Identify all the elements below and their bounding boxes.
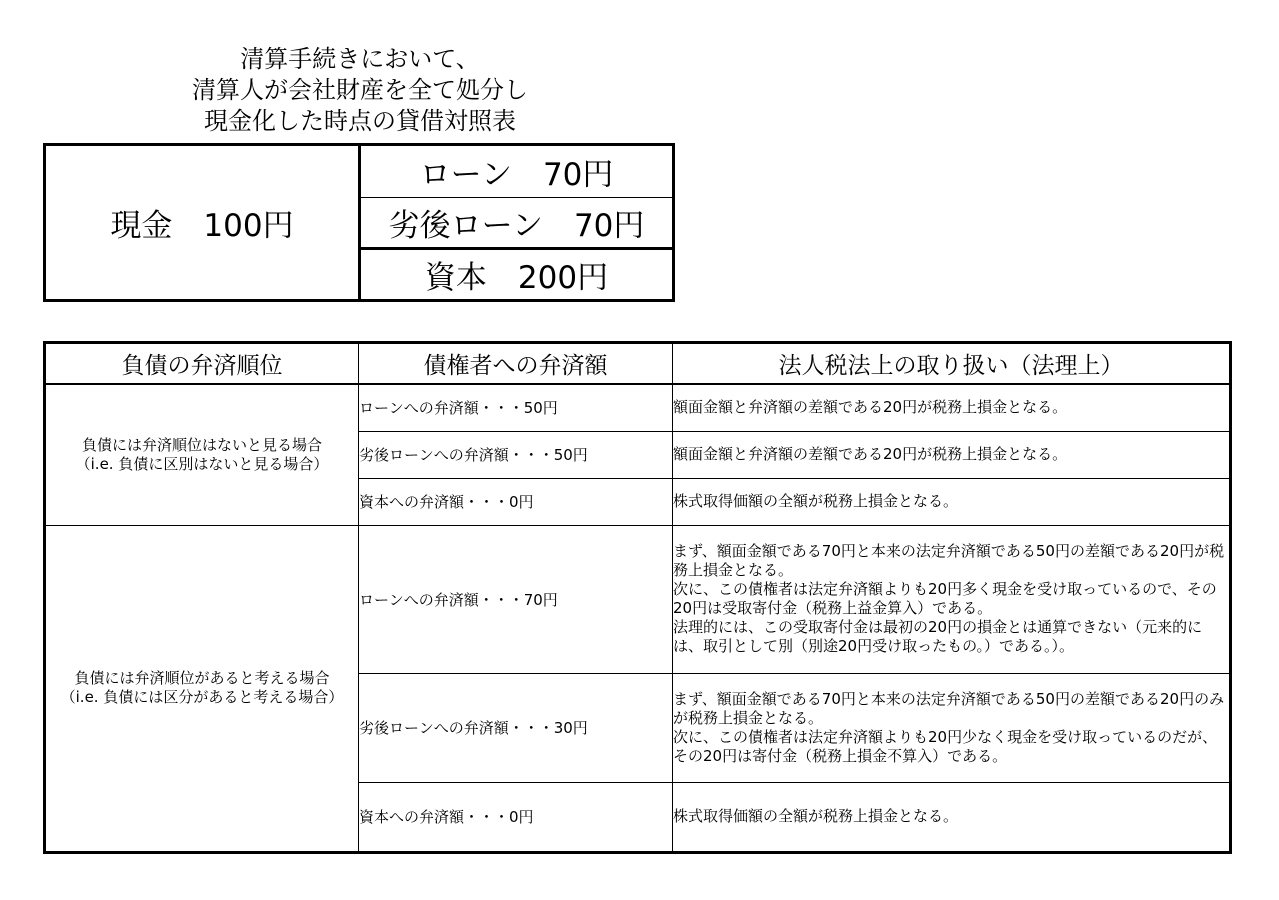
tax-cell <box>673 525 1231 673</box>
table-row <box>45 384 1231 431</box>
header-tax-treatment: 法人税法上の取り扱い（法理上） <box>673 343 1231 385</box>
amount-cell: 資本への弁済額・・・0円 <box>359 782 673 852</box>
title-line-3: 現金化した時点の貸借対照表 <box>204 107 516 135</box>
balance-sheet-asset-cash: 現金 100円 <box>46 146 361 299</box>
balance-sheet-capital: 資本 200円 <box>424 260 609 296</box>
amount-cell: 劣後ローンへの弁済額・・・50円 <box>359 431 673 478</box>
tax-cell <box>673 673 1231 782</box>
repayment-table <box>43 341 1232 854</box>
amount-cell: 資本への弁済額・・・0円 <box>359 478 673 525</box>
balance-sheet <box>43 143 675 302</box>
case-note: （i.e. 負債には区分があると考える場合） <box>60 688 344 706</box>
case-note: （i.e. 負債に区別はないと見る場合） <box>75 454 329 473</box>
case-label: 負債には弁済順位はないと見る場合 <box>81 435 322 454</box>
title-line-1: 清算手続きにおいて、 <box>240 45 480 73</box>
document-title <box>60 44 660 137</box>
table-header-row <box>45 343 1231 385</box>
header-repayment-order: 負債の弁済順位 <box>45 343 359 385</box>
table-row <box>45 525 1231 673</box>
tax-text-line: 次に、この債権者は法定弁済額よりも20円多く現金を受け取っているので、その20円は受取寄付金（税務上益金算入）である。 <box>673 580 1217 617</box>
tax-cell: 額面金額と弁済額の差額である20円が税務上損金となる。 <box>673 431 1231 478</box>
tax-cell: 額面金額と弁済額の差額である20円が税務上損金となる。 <box>673 384 1231 431</box>
tax-cell: 株式取得価額の全額が税務上損金となる。 <box>673 478 1231 525</box>
title-line-2: 清算人が会社財産を全て処分し <box>192 76 528 104</box>
tax-text-line: まず、額面金額である70円と本来の法定弁済額である50円の差額である20円のみが税務上損金となる。 <box>673 689 1225 727</box>
header-repayment-amount: 債権者への弁済額 <box>359 343 673 385</box>
tax-text-line: まず、額面金額である70円と本来の法定弁済額である50円の差額である20円が税務上損金となる。 <box>673 542 1225 579</box>
balance-sheet-loan: ローン 70円 <box>361 146 672 198</box>
amount-cell: ローンへの弁済額・・・50円 <box>359 384 673 431</box>
case-no-priority <box>45 384 359 525</box>
tax-text-line: 法理的には、この受取寄付金は最初の20円の損金とは通算できない（元来的には、取引として別（別途20円受け取ったもの。）である。）。 <box>673 618 1203 655</box>
amount-cell: 劣後ローンへの弁済額・・・30円 <box>359 673 673 782</box>
tax-text-line: 次に、この債権者は法定弁済額よりも20円少なく現金を受け取っているのだが、その20円は寄付金（税務上損金不算入）である。 <box>673 727 1218 765</box>
tax-cell: 株式取得価額の全額が税務上損金となる。 <box>673 782 1231 852</box>
case-with-priority <box>45 525 359 852</box>
case-label: 負債には弁済順位があると考える場合 <box>74 669 330 687</box>
amount-cell: ローンへの弁済額・・・70円 <box>359 525 673 673</box>
balance-sheet-subordinated-loan: 劣後ローン 70円 <box>361 198 672 250</box>
